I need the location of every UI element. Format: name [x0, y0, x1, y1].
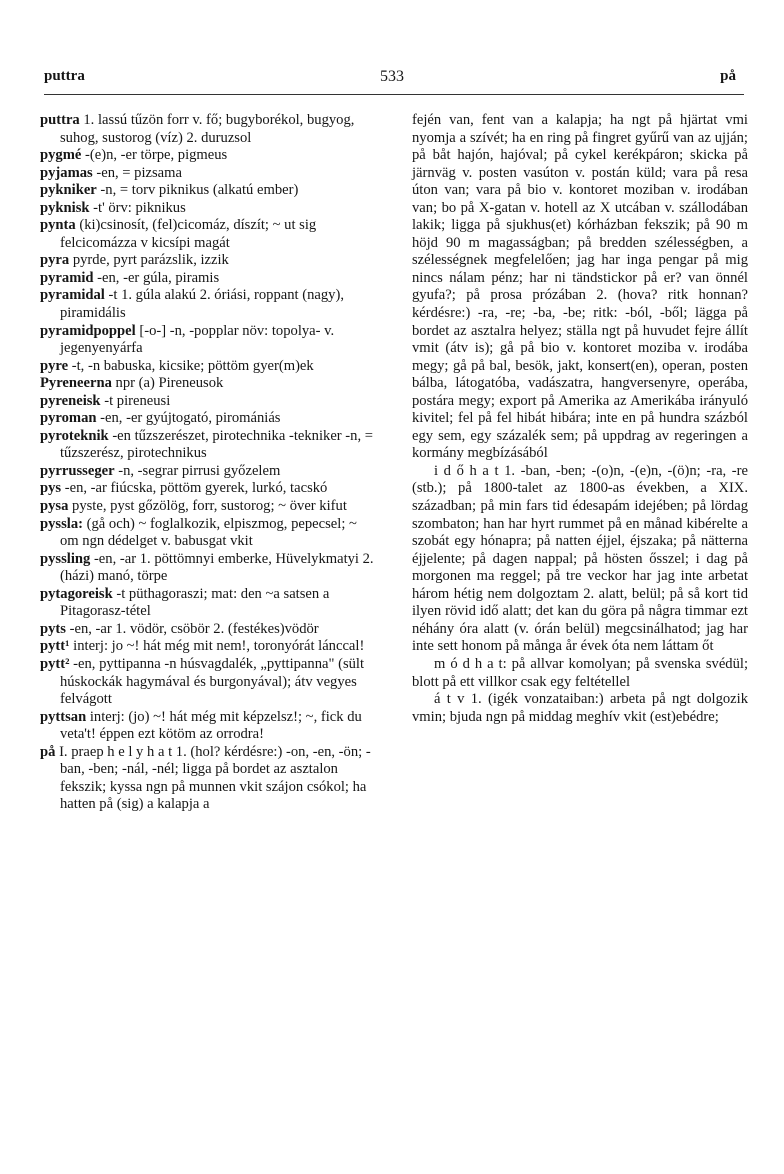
headword: puttra — [40, 112, 80, 128]
headword: pygmé — [40, 147, 82, 164]
headword: pyramidpoppel — [40, 322, 136, 339]
headword: pysa — [40, 498, 69, 515]
entry-continuation: fején van, fent van a kalapja; ha ngt på hjärtat vmi nyomja a szívét; ha en ring på fingret gyűrű van az ujján; på båt hajón, hajóval; på cykel kerékpáron; skicka på järnväg v. posten vasúton v. postán küld; vara på resa úton van; vara på bio v. kontoret moziban v. irodában van; bo på X-gatan v. hotell az X utcában v. szállodában lakik; ligga på sjukhus(et) kórházban fekszik; på 90 m höjd 90 m magasságban; på bredden szélességben, a szélességnek megfelelően; jag har inga pengar på mig nincs nálam pénz; har ni tändstickor på er? van önnél gyufa?; på prosa prózában 2. (hova? ritk honnan? kérdésre:) -ra, -re; -ba, -be; ritk: -ból, -ből; lägga på bordet az asztalra helyez; ställa ngt på huvudet fejre állít vmit (átv is); gå på bio v. kontoret moziba v. irodába megy; gå på bal, besök, jakt, konsert(en), operan, posten bálba, látogatóba, vadászatra, hangversenyre, operába, postára megy; export på Amerika az Amerikába irányuló kivitel; fel på fel hibát hibára; inte en på hundra százból egy sem, egy százalék sem; på uppdrag av regeringen a kormány megbízásából — [412, 112, 748, 462]
headword: pyssling — [40, 550, 91, 567]
dictionary-entry: pytagoreisk -t püthagoraszi; mat: den ~a satsen a Pitagorasz-tétel — [40, 585, 330, 620]
dictionary-entry: pysa pyste, pyst gőzölög, forr, sustorog; ~ över kifut — [40, 498, 347, 515]
dictionary-entry: puttra 1. lassú tűzön forr v. fő; bugyborékol, bugyog, suhog, sustorog (víz) 2. duruzsol — [40, 112, 355, 146]
headword: pytagoreisk — [40, 585, 113, 602]
headword: pynta — [40, 217, 76, 234]
dictionary-entry: pyramid -en, -er gúla, piramis — [40, 269, 220, 286]
headword: pyramidal — [40, 287, 105, 304]
sense-block-figurative: á t v 1. (igék vonzataiban:) arbeta på ngt dolgozik vmin; bjuda ngn på middag meghív vkit (est)ebédre; — [412, 691, 748, 725]
dictionary-entry: pyttsan interj: (jo) ~! hát még mit képzelsz!; ~, fick du veta't! éppen ezt kötöm az orrodra! — [40, 708, 362, 743]
left-guide-word: puttra — [44, 68, 85, 84]
dictionary-entry: pyssla: (gå och) ~ foglalkozik, elpiszmog, pepecsel; ~ om ngn dédelget v. babusgat vkit — [40, 515, 357, 550]
dictionary-entry: pys -en, -ar fiúcska, pöttöm gyerek, lurkó, tacskó — [40, 480, 328, 497]
header-rule — [44, 94, 744, 95]
left-column — [40, 112, 376, 814]
headword: pyjamas — [40, 164, 93, 181]
dictionary-entry: pytt¹ interj: jo ~! hát még mit nem!, toronyórát lánccal! — [40, 638, 365, 655]
headword: pyroteknik — [40, 427, 109, 444]
headword: pyts — [40, 620, 66, 637]
dictionary-entry: pyramidal -t 1. gúla alakú 2. óriási, roppant (nagy), piramidális — [40, 287, 344, 322]
headword: pytt² — [40, 655, 70, 672]
headword: pyroman — [40, 410, 97, 427]
dictionary-entry: pyrrusseger -n, -segrar pirrusi győzelem — [40, 462, 281, 479]
right-column — [412, 112, 748, 726]
headword: pyra — [40, 252, 70, 269]
headword: pytt¹ — [40, 638, 70, 655]
dictionary-entry: pyreneisk -t pireneusi — [40, 392, 171, 409]
dictionary-entry: pykniker -n, = torv piknikus (alkatú ember) — [40, 182, 299, 199]
headword: på — [40, 743, 56, 760]
headword: pyknisk — [40, 199, 90, 216]
dictionary-entry: pyknisk -t' örv: piknikus — [40, 199, 186, 216]
headword: pyre — [40, 357, 69, 374]
sense-block-manner: m ó d h a t: på allvar komolyan; på svenska svédül; blott på ett villkor csak egy feltétellel — [412, 655, 748, 690]
dictionary-entry: pyts -en, -ar 1. vödör, csöbör 2. (festékes)vödör — [40, 620, 319, 637]
headword: pyttsan — [40, 708, 87, 725]
dictionary-entry: pynta (ki)csinosít, (fel)cicomáz, díszít; ~ ut sig felcicomázza v kicsípi magát — [40, 217, 317, 251]
headword: pyrrusseger — [40, 462, 115, 479]
headword: pyssla: — [40, 515, 83, 532]
sense-block-time: i d ő h a t 1. -ban, -ben; -(o)n, -(e)n, -(ö)n; -ra, -re (stb.); på 1800-talet az 1800-as években, a XIX. században; på min fars tid édesapám idejében; på lördag szombaton; han har hyrt rummet på en månad kibérelte a szobát egy hónapra; på natten éjjel, éjszaka; på nätterna éjjelente; på dagen nappal; på hösten ősszel; i dag på morgonen ma reggel; på tre veckor har jag inte arbetat három hétig nem dolgoztam 2. alatt, belül; på så kort tid ilyen rövid idő alatt; det kan du göra på några timmar ezt néhány óra alatt (v. órán belül) megcsinálhatod; jag har inte sett honom på många år évek óta nem láttam őt — [412, 462, 748, 655]
dictionary-entry: pyssling -en, -ar 1. pöttömnyi emberke, Hüvelykmatyi 2. (házi) manó, törpe — [40, 550, 374, 585]
dictionary-entry: Pyreneerna npr (a) Pireneusok — [40, 375, 224, 392]
dictionary-entry: pygmé -(e)n, -er törpe, pigmeus — [40, 147, 228, 164]
dictionary-entry: pyroteknik -en tűzszerészet, pirotechnika -tekniker -n, = tűzszerész, pirotechnikus — [40, 427, 373, 462]
headword: Pyreneerna — [40, 375, 112, 392]
dictionary-entry: på I. praep h e l y h a t 1. (hol? kérdésre:) -on, -en, -ön; -ban, -ben; -nál, -nél; ligga på bordet az asztalon fekszik; kyssa ngn på munnen vkit szájon csókol; ha hatten på (sig) a kalapja a — [40, 743, 371, 813]
dictionary-entry: pyramidpoppel [-o-] -n, -popplar növ: topolya- v. jegenyenyárfa — [40, 322, 335, 357]
page-number: 533 — [380, 68, 404, 85]
headword: pykniker — [40, 182, 97, 199]
dictionary-entry: pyjamas -en, = pizsama — [40, 164, 182, 181]
dictionary-entry: pyra pyrde, pyrt parázslik, izzik — [40, 252, 229, 269]
dictionary-entry: pytt² -en, pyttipanna -n húsvagdalék, „pyttipanna" (sült húskockák hagymával és burgonyával); átv vegyes felvágott — [40, 655, 365, 708]
headword: pyramid — [40, 269, 94, 286]
right-guide-word: på — [720, 68, 736, 84]
dictionary-entry: pyre -t, -n babuska, kicsike; pöttöm gyer(m)ek — [40, 357, 314, 374]
headword: pyreneisk — [40, 392, 101, 409]
headword: pys — [40, 480, 62, 497]
dictionary-entry: pyroman -en, -er gyújtogató, piromániás — [40, 410, 281, 427]
